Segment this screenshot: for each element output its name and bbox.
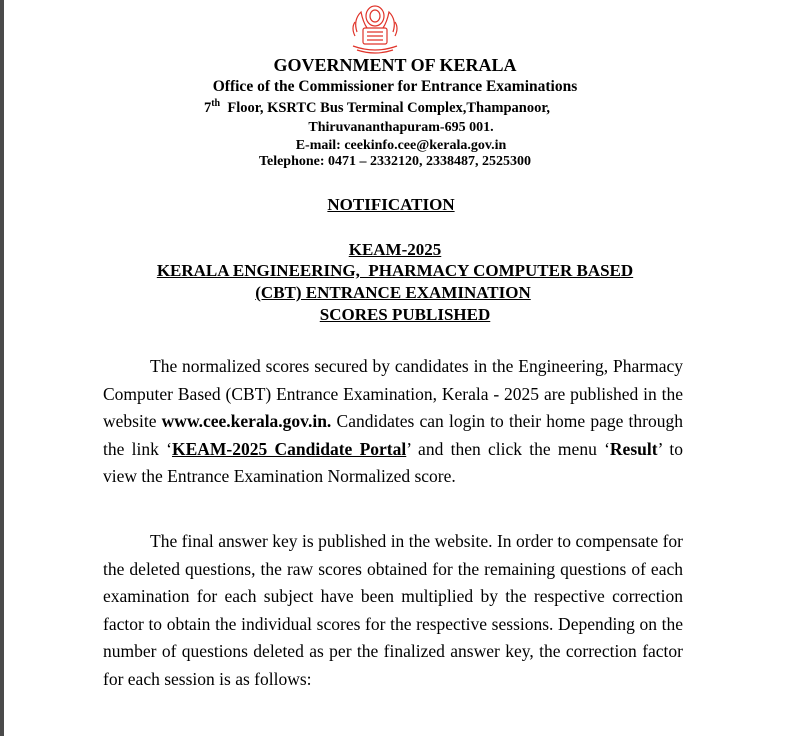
result-menu-name: Result: [609, 438, 658, 459]
website-link[interactable]: www.cee.kerala.gov.in.: [161, 411, 332, 431]
floor-number: 7: [203, 99, 212, 116]
floor-superscript: th: [211, 98, 221, 109]
paragraph-scores-published: [103, 353, 683, 491]
paragraph-answer-key: The final answer key is published in the website. In order to compensate for the deleted questions, the raw scores obtained for the remaining questions of each examination for each subject have been multiplied by the respective correction factor to obtain the individual scores for the respective sessions. Depending on the number of questions deleted as per the finalized answer key, the correction factor for each session is as follows:: [103, 531, 683, 689]
paragraph-text: ’ to view the Entrance Examination Normalized score.: [103, 438, 683, 486]
candidate-portal-link[interactable]: KEAM-2025 Candidate Portal: [171, 438, 407, 459]
office-address: [0, 98, 772, 117]
notification-title-line: (CBT) ENTRANCE EXAMINATION: [255, 283, 531, 302]
notification-heading: NOTIFICATION: [327, 195, 455, 214]
address-rest: Floor, KSRTC Bus Terminal Complex,Thampanoor,: [227, 99, 551, 116]
office-city: Thiruvananthapuram-695 001.: [308, 120, 494, 135]
paragraph-text: The normalized scores secured by candidates in the Engineering, Pharmacy Computer Based (CBT) Entrance Examination, Kerala - 2025 are published in the website: [103, 356, 683, 431]
notification-title-line: SCORES PUBLISHED: [319, 305, 491, 324]
paragraph-text: ’ and then click the menu ‘: [406, 438, 610, 459]
notification-title-line: KEAM-2025: [348, 240, 442, 259]
paragraph-text: Candidates can login to their home page through the link ‘: [103, 411, 683, 459]
office-name: Office of the Commissioner for Entrance Examinations: [212, 78, 578, 95]
office-telephone: Telephone: 0471 – 2332120, 2338487, 2525300: [258, 154, 532, 169]
notification-title-line: KERALA ENGINEERING, PHARMACY COMPUTER BASED: [156, 261, 634, 280]
government-heading: GOVERNMENT OF KERALA: [273, 55, 517, 75]
office-email: E-mail: ceekinfo.cee@kerala.gov.in: [295, 138, 507, 153]
kerala-state-emblem-icon: [343, 2, 407, 56]
